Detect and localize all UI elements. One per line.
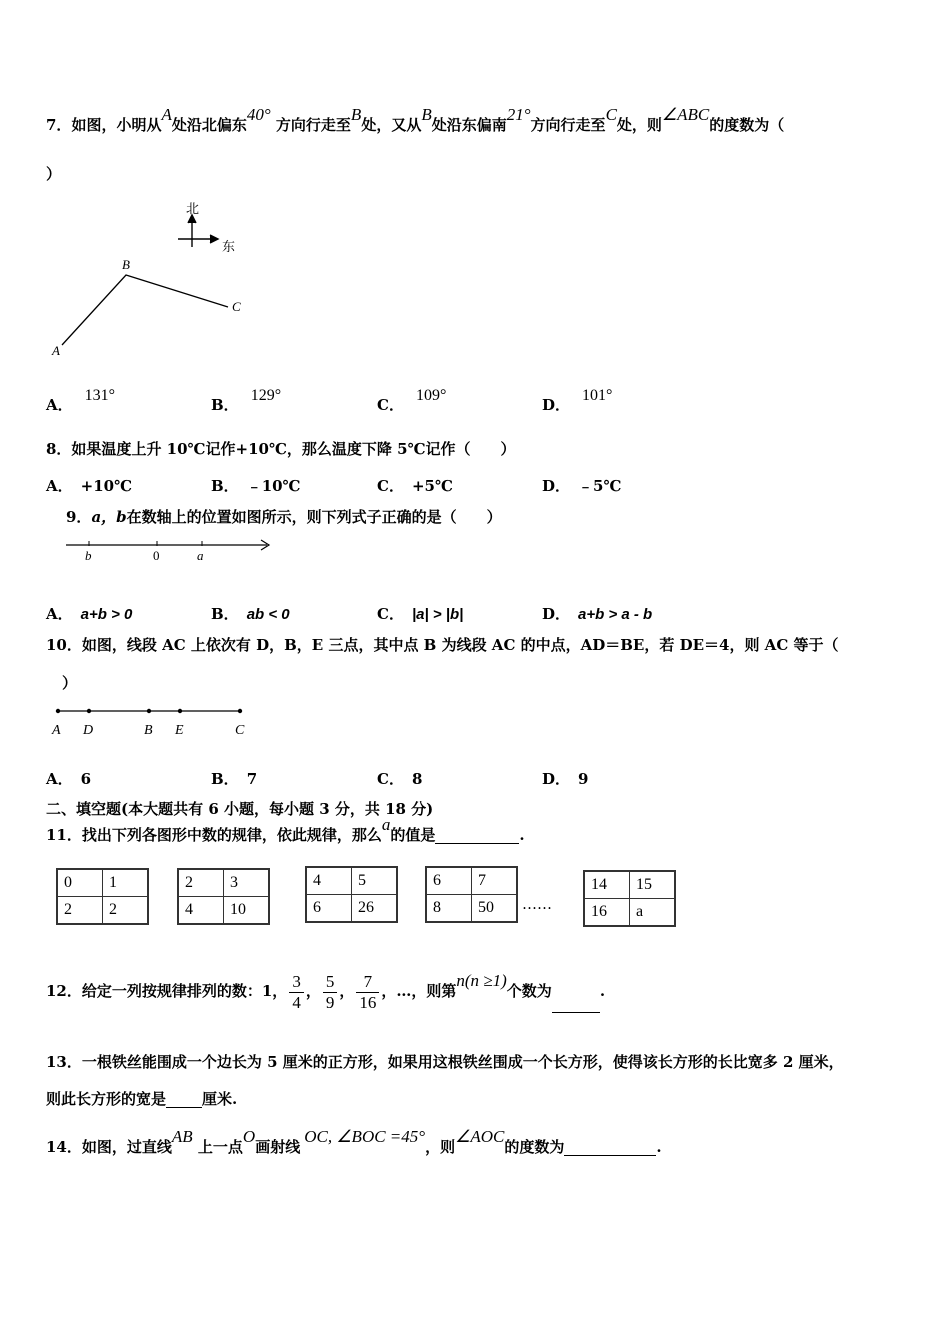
q7-stem: 7．如图，小明从A处沿北偏东40° 方向行走至B处，又从B处沿东偏南21°方向行走至C处，则∠ABC的度数为（ bbox=[46, 105, 785, 134]
axis-b-label: b bbox=[85, 548, 92, 563]
fraction-2: $\frac{5}{9}$ bbox=[323, 972, 338, 1013]
q14-answer-blank[interactable] bbox=[564, 1140, 656, 1156]
seg-point-e: E bbox=[175, 723, 184, 738]
q9-option-a[interactable]: A． a+b > 0 bbox=[46, 605, 133, 623]
grid-1: 0 1 2 2 bbox=[56, 868, 149, 925]
q13-line2: 则此长方形的宽是 厘米. bbox=[46, 1090, 238, 1108]
q9-option-b[interactable]: B． ab < 0 bbox=[211, 605, 290, 623]
q9-number-line bbox=[62, 534, 277, 566]
q12-answer-blank[interactable] bbox=[552, 970, 600, 1013]
q11-answer-blank[interactable] bbox=[435, 828, 519, 844]
q14-stem: 14．如图，过直线AB 上一点O画射线OC, ∠BOC =45°，则∠AOC的度数为 . bbox=[46, 1127, 662, 1156]
q7-option-a[interactable]: A．131° bbox=[46, 387, 116, 414]
seg-point-c: C bbox=[235, 723, 245, 738]
axis-a-label: a bbox=[197, 548, 204, 563]
q8-stem: 8．如果温度上升 10℃记作+10℃，那么温度下降 5℃记作（ ） bbox=[46, 440, 516, 458]
grid-ellipsis: …… bbox=[522, 895, 552, 913]
q8-option-d[interactable]: D． ﹣5℃ bbox=[542, 477, 622, 495]
q7-option-d[interactable]: D．101° bbox=[542, 387, 613, 414]
q10-option-c[interactable]: C． 8 bbox=[377, 770, 423, 788]
q9-stem: 9．a，b在数轴上的位置如图所示，则下列式子正确的是（ ） bbox=[66, 508, 502, 526]
q8-option-b[interactable]: B． ﹣10℃ bbox=[211, 477, 301, 495]
q10-close-paren: ） bbox=[62, 674, 78, 692]
point-a-label: A bbox=[52, 343, 60, 358]
q13-line1: 13．一根铁丝能围成一个边长为 5 厘米的正方形，如果用这根铁丝围成一个长方形，使得该长方形的长比宽多 2 厘米， bbox=[46, 1053, 844, 1071]
q9-option-d[interactable]: D． a+b > a - b bbox=[542, 605, 653, 623]
q10-option-a[interactable]: A． 6 bbox=[46, 770, 92, 788]
grid-3: 4 5 6 26 bbox=[305, 866, 398, 923]
section-title: 二、填空题(本大题共有 6 小题，每小题 3 分，共 18 分) bbox=[46, 800, 434, 818]
q7-figure bbox=[40, 195, 270, 365]
q7-close-paren: ） bbox=[46, 165, 62, 183]
axis-zero-label: 0 bbox=[153, 548, 160, 563]
q10-option-d[interactable]: D． 9 bbox=[542, 770, 589, 788]
north-label: 北 bbox=[186, 201, 200, 216]
seg-point-d: D bbox=[83, 723, 94, 738]
q10-stem: 10．如图，线段 AC 上依次有 D，B，E 三点，其中点 B 为线段 AC 的中点，AD＝BE，若 DE＝4，则 AC 等于（ bbox=[46, 636, 839, 654]
grid-5: 14 15 16 a bbox=[583, 870, 676, 927]
path-abc bbox=[62, 275, 228, 345]
q9-option-c[interactable]: C． |a| > |b| bbox=[377, 605, 464, 623]
grid-2: 2 3 4 10 bbox=[177, 868, 270, 925]
q7-option-c[interactable]: C．109° bbox=[377, 387, 447, 414]
fraction-1: $\frac{3}{4}$ bbox=[289, 972, 304, 1013]
q7-option-b[interactable]: B．129° bbox=[211, 387, 282, 414]
grid-4: 6 7 8 50 bbox=[425, 866, 518, 923]
point-b-label: B bbox=[122, 257, 130, 272]
seg-point-b: B bbox=[144, 723, 153, 738]
q10-option-b[interactable]: B． 7 bbox=[211, 770, 258, 788]
q13-answer-blank[interactable] bbox=[166, 1092, 202, 1108]
seg-point-a: A bbox=[52, 723, 61, 738]
q11-stem: 11．找出下列各图形中数的规律，依此规律，那么a的值是 . bbox=[46, 815, 525, 844]
q10-segment-figure bbox=[44, 702, 254, 742]
fraction-3: $\frac{7}{16}$ bbox=[356, 972, 379, 1013]
east-label: 东 bbox=[222, 239, 236, 254]
compass-icon bbox=[178, 215, 218, 247]
q12-stem: 12．给定一列按规律排列的数：1， $\frac{3}{4}$ ， $\frac{5}{9}$ ， $\frac{7}{16}$ ，…，则第n(n ≥1)个数为 . bbox=[46, 971, 606, 1012]
q8-option-c[interactable]: C． +5℃ bbox=[377, 477, 453, 495]
point-c-label: C bbox=[232, 299, 241, 314]
q8-option-a[interactable]: A． +10℃ bbox=[46, 477, 133, 495]
